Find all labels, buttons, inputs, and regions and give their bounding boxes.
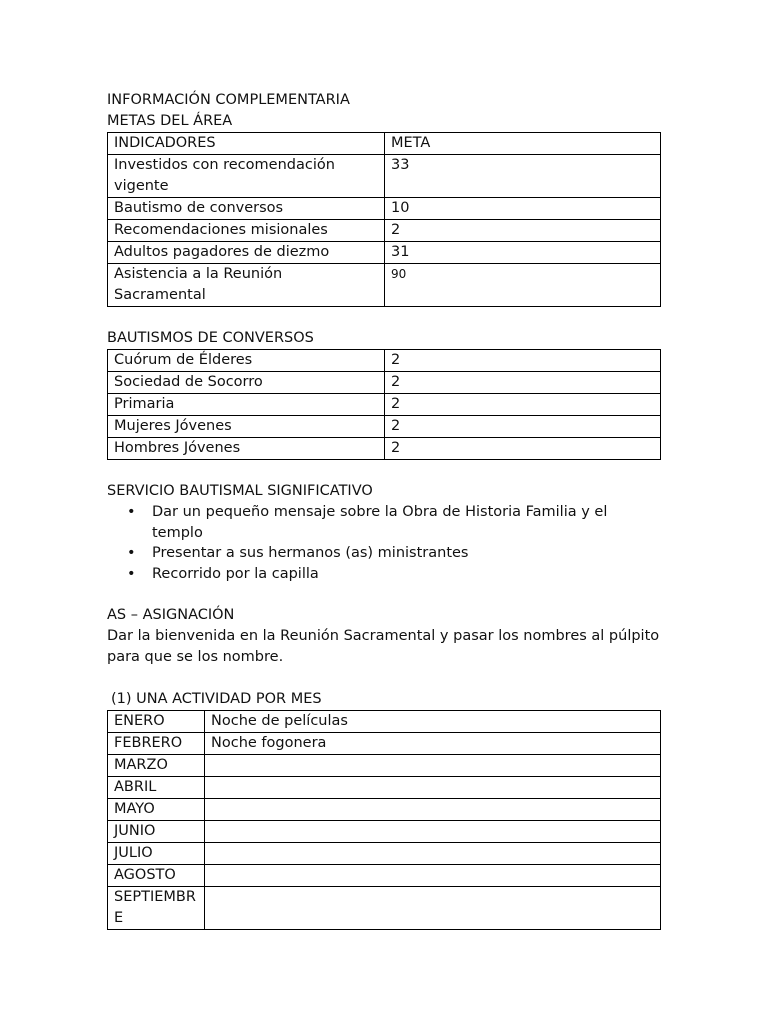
month-cell: ABRIL bbox=[108, 777, 205, 799]
heading-asignacion: AS – ASIGNACIÓN bbox=[107, 607, 235, 623]
table-row bbox=[108, 155, 661, 198]
table-cell: Bautismo de conversos bbox=[108, 198, 385, 220]
activity-cell bbox=[205, 821, 661, 843]
activity-cell bbox=[205, 755, 661, 777]
table-cell: Recomendaciones misionales bbox=[108, 220, 385, 242]
activity-cell bbox=[205, 865, 661, 887]
table-cell: 31 bbox=[385, 242, 661, 264]
header-indicadores: INDICADORES bbox=[108, 133, 385, 155]
month-cell: AGOSTO bbox=[108, 865, 205, 887]
table-row bbox=[108, 350, 661, 372]
table-row bbox=[108, 821, 661, 843]
table-cell: Mujeres Jóvenes bbox=[108, 416, 385, 438]
month-cell: FEBRERO bbox=[108, 733, 205, 755]
table-cell: 33 bbox=[385, 155, 661, 198]
document-page bbox=[107, 90, 662, 930]
servicio-list bbox=[107, 502, 662, 584]
month-cell: JUNIO bbox=[108, 821, 205, 843]
table-cell: 90 bbox=[385, 264, 661, 307]
bullet-icon: • bbox=[127, 565, 136, 582]
heading-bautismos: BAUTISMOS DE CONVERSOS bbox=[107, 330, 314, 346]
bautismos-table bbox=[107, 349, 661, 460]
table-row bbox=[108, 711, 661, 733]
table-row bbox=[108, 733, 661, 755]
table-row bbox=[108, 438, 661, 460]
table-cell: Cuórum de Élderes bbox=[108, 350, 385, 372]
table-cell: 2 bbox=[385, 220, 661, 242]
month-cell: ENERO bbox=[108, 711, 205, 733]
activity-cell bbox=[205, 843, 661, 865]
table-row bbox=[108, 242, 661, 264]
heading-info: INFORMACIÓN COMPLEMENTARIA bbox=[107, 92, 350, 108]
table-header-row bbox=[108, 133, 661, 155]
heading-actividad: (1) UNA ACTIVIDAD POR MES bbox=[111, 691, 322, 707]
table-row bbox=[108, 755, 661, 777]
table-row bbox=[108, 198, 661, 220]
table-row bbox=[108, 799, 661, 821]
table-row bbox=[108, 220, 661, 242]
bullet-icon: • bbox=[127, 545, 136, 561]
activity-cell: Noche de películas bbox=[205, 711, 661, 733]
metas-table bbox=[107, 132, 661, 307]
activity-cell: Noche fogonera bbox=[205, 733, 661, 755]
table-row bbox=[108, 777, 661, 799]
table-cell: Investidos con recomendación vigente bbox=[108, 155, 385, 198]
month-cell: JULIO bbox=[108, 843, 205, 865]
table-row bbox=[108, 372, 661, 394]
table-cell: 2 bbox=[385, 372, 661, 394]
month-cell: MARZO bbox=[108, 755, 205, 777]
table-cell: 2 bbox=[385, 416, 661, 438]
actividad-table bbox=[107, 710, 661, 930]
bullet-icon: • bbox=[127, 504, 136, 520]
list-item: • Presentar a sus hermanos (as) ministrantes bbox=[107, 543, 662, 564]
table-row bbox=[108, 264, 661, 307]
activity-cell bbox=[205, 777, 661, 799]
month-cell: SEPTIEMBRE bbox=[108, 887, 205, 930]
activity-cell bbox=[205, 799, 661, 821]
table-cell: Asistencia a la Reunión Sacramental bbox=[108, 264, 385, 307]
table-cell: 2 bbox=[385, 438, 661, 460]
table-row bbox=[108, 416, 661, 438]
list-item: • Recorrido por la capilla bbox=[107, 564, 662, 585]
table-cell: Hombres Jóvenes bbox=[108, 438, 385, 460]
list-item: • Dar un pequeño mensaje sobre la Obra de Historia Familia y el templo bbox=[127, 504, 608, 541]
table-cell: 2 bbox=[385, 350, 661, 372]
month-cell: MAYO bbox=[108, 799, 205, 821]
table-cell: Adultos pagadores de diezmo bbox=[108, 242, 385, 264]
table-row bbox=[108, 865, 661, 887]
table-row bbox=[108, 843, 661, 865]
asignacion-paragraph: Dar la bienvenida en la Reunión Sacramental y pasar los nombres al púlpito para que se los nombre. bbox=[107, 628, 660, 665]
heading-servicio: SERVICIO BAUTISMAL SIGNIFICATIVO bbox=[107, 483, 373, 499]
table-cell: 2 bbox=[385, 394, 661, 416]
table-row bbox=[108, 394, 661, 416]
table-row bbox=[108, 887, 661, 930]
table-cell: 10 bbox=[385, 198, 661, 220]
table-cell: Primaria bbox=[108, 394, 385, 416]
heading-metas: METAS DEL ÁREA bbox=[107, 113, 233, 129]
table-cell: Sociedad de Socorro bbox=[108, 372, 385, 394]
activity-cell bbox=[205, 887, 661, 930]
header-meta: META bbox=[385, 133, 661, 155]
